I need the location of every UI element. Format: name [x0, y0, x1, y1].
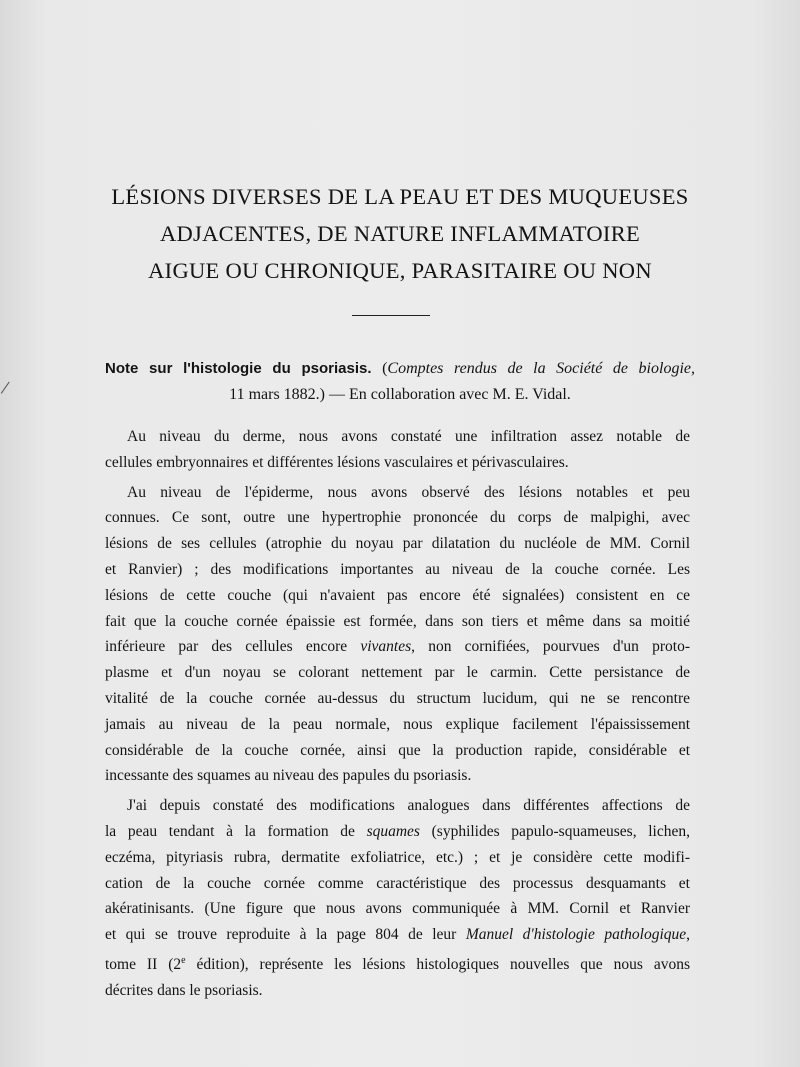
- section-divider: [352, 315, 430, 316]
- text-run: la peau tendant à la formation de: [105, 822, 367, 840]
- text-line: [105, 948, 690, 978]
- text-run: tome II (2: [105, 956, 182, 974]
- text-run: édition), représente les lésions histologiques nouvelles que nous avons: [185, 956, 691, 974]
- text-run: (syphilides papulo-squameuses, lichen,: [419, 822, 690, 840]
- note-title: Note sur l'histologie du psoriasis.: [105, 360, 372, 377]
- citation-source: Comptes rendus de la Société de biologie,: [387, 360, 695, 377]
- text-run: inférieure par des cellules encore: [105, 638, 361, 656]
- text-line: lésions de cette couche (qui n'avaient pas encore été signalées) consistent en ce: [105, 586, 690, 604]
- margin-mark: [1, 382, 16, 399]
- chapter-title-line: AIGUE OU CHRONIQUE, PARASITAIRE OU NON: [148, 258, 652, 283]
- text-line: lésions de ses cellules (atrophie du noyau par dilatation du nucléole de MM. Cornil: [105, 535, 690, 553]
- text-line: [105, 634, 690, 660]
- chapter-title-line: LÉSIONS DIVERSES DE LA PEAU ET DES MUQUEUSES: [111, 184, 689, 209]
- italic-title: Manuel d'histologie pathologique: [465, 926, 687, 944]
- text-line: plasme et d'un noyau se colorant nettement par le carmin. Cette persistance de: [105, 664, 690, 682]
- text-line: fait que la couche cornée épaissie est formée, dans son tiers et même dans sa moitié: [105, 612, 690, 630]
- text-line: considérable de la couche cornée, ainsi que la production rapide, considérable et: [105, 741, 690, 759]
- note-heading-line: [105, 382, 695, 408]
- chapter-title-line: ADJACENTES, DE NATURE INFLAMMATOIRE: [159, 221, 641, 246]
- text-line: jamais au niveau de la peau normale, nous explique facilement l'épaississement: [105, 715, 690, 733]
- text-line: connues. Ce sont, outre une hypertrophie prononcée du corps de malpighi, avec: [105, 509, 690, 527]
- text-line: et Ranvier) ; des modifications importantes au niveau de la couche cornée. Les: [105, 560, 690, 578]
- italic-word: vivantes: [360, 638, 412, 656]
- text-line: décrites dans le psoriasis.: [105, 981, 263, 999]
- citation-open: (: [382, 360, 388, 377]
- text-line: J'ai depuis constaté des modifications analogues dans différentes affections de: [127, 797, 690, 815]
- chapter-title: [60, 178, 740, 289]
- superscript: e: [181, 954, 186, 966]
- citation-date: 11 mars 1882.): [229, 386, 326, 403]
- paragraph: [105, 424, 690, 476]
- text-line: cation de la couche cornée comme caractéristique des processus desquamants et: [105, 874, 690, 892]
- paragraph: [105, 480, 690, 790]
- italic-word: squames: [366, 822, 420, 840]
- text-run: , non cornifiées, pourvues d'un proto-: [411, 638, 690, 656]
- text-line: vitalité de la couche cornée au-dessus du structum lucidum, qui ne se rencontre: [105, 689, 690, 707]
- text-run: et qui se trouve reproduite à la page 804 de leur: [105, 926, 466, 944]
- text-line: [105, 922, 690, 948]
- text-line: [105, 819, 690, 845]
- paragraph: [105, 793, 690, 1004]
- text-line: akératinisants. (Une figure que nous avons communiquée à MM. Cornil et Ranvier: [105, 900, 690, 918]
- text-line: Au niveau du derme, nous avons constaté une infiltration assez notable de: [127, 428, 690, 445]
- note-heading-line: [105, 356, 695, 382]
- text-line: incessante des squames au niveau des papules du psoriasis.: [105, 767, 472, 785]
- collaboration-note: — En collaboration avec M. E. Vidal.: [329, 386, 571, 403]
- text-line: eczéma, pityriasis rubra, dermatite exfoliatrice, etc.) ; et je considère cette modifi-: [105, 848, 690, 866]
- text-line: cellules embryonnaires et différentes lésions vasculaires et périvasculaires.: [105, 453, 569, 471]
- text-line: Au niveau de l'épiderme, nous avons observé des lésions notables et peu: [127, 483, 690, 501]
- text-run: ,: [686, 926, 691, 944]
- note-heading: [105, 356, 695, 408]
- body-text: [105, 424, 690, 1008]
